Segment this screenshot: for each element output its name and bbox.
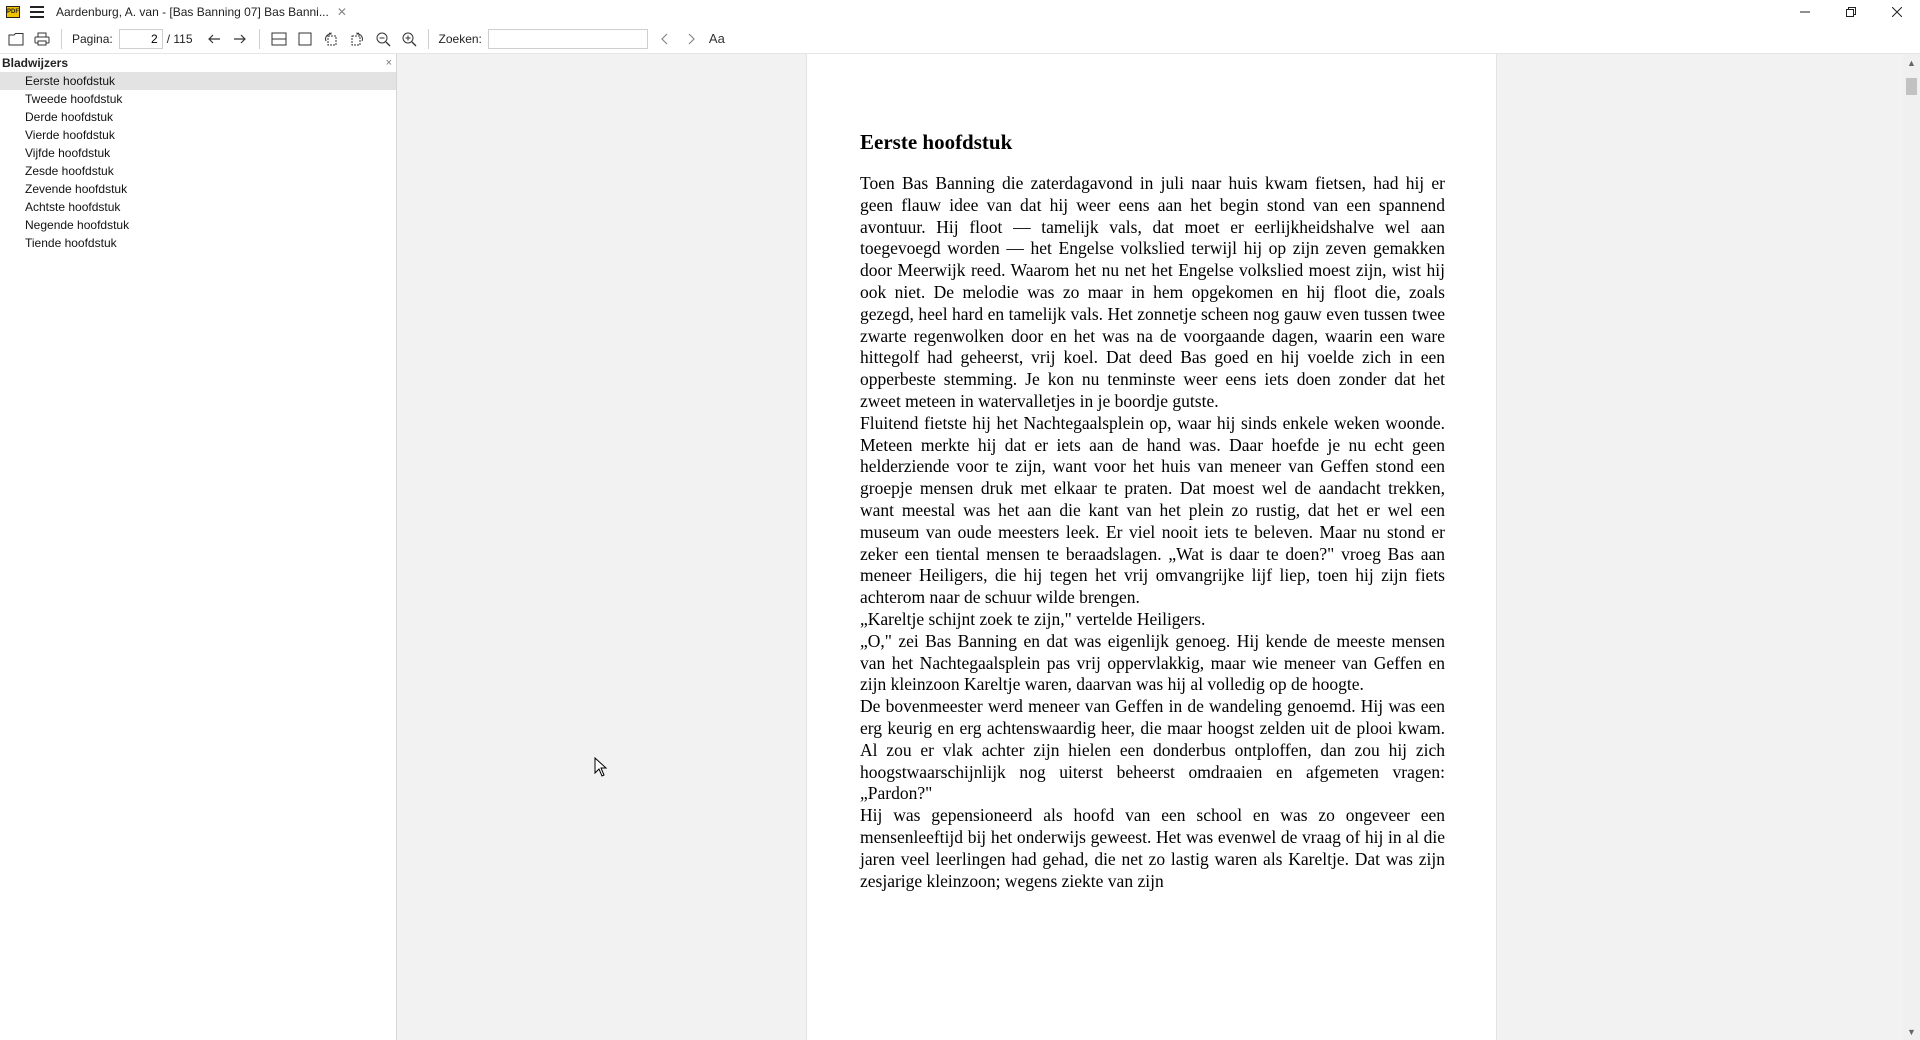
vertical-scrollbar[interactable] <box>1903 54 1920 1040</box>
chapter-title: Eerste hoofdstuk <box>860 130 1013 154</box>
close-icon <box>1892 7 1902 17</box>
title-bar <box>0 0 1920 24</box>
paragraph: „Kareltje schijnt zoek te zijn," vertelde Heiligers. <box>860 608 1206 629</box>
font-settings-button[interactable]: Aa <box>708 31 725 46</box>
paragraph: Fluitend fietste hij het Nachtegaalsplein op, waar hij sinds enkele weken woonde. Meteen merkte hij dat er iets aan de hand was. Daar hoefde je nu echt geen helderziende voor te zijn, want voor het huis van meneer van Geffen stond een groepje mensen druk met elkaar te praten. Dat moest wel de aandacht trekken, want meestal was het aan die kant van het plein zo rustig, dat het er wel een museum van oude meesters leek. Er viel nooit iets te beleven. Maar nu stond er zeker een tiental mensen te beraadslagen. „Wat is daar te doen?" vroeg Bas aan meneer Heiligers, die hij tegen het vrij omvangrijke lijf liep, toen hij zijn fiets achterom naar de schuur wilde brengen. <box>860 412 1445 608</box>
toolbar-separator <box>259 29 260 49</box>
scroll-down-icon[interactable]: ▼ <box>1907 1026 1916 1037</box>
document-tab-title[interactable]: Aardenburg, A. van - [Bas Banning 07] Bas Banni... <box>56 5 329 19</box>
previous-page-button[interactable] <box>201 27 227 51</box>
fit-width-icon <box>271 32 287 46</box>
bookmark-item[interactable]: Derde hoofdstuk <box>25 110 114 124</box>
rotate-right-icon <box>349 32 365 46</box>
minimize-button[interactable] <box>1782 0 1828 24</box>
bookmarks-header <box>0 54 396 72</box>
zoom-out-icon <box>375 31 391 47</box>
bookmark-item[interactable]: Tweede hoofdstuk <box>25 92 123 106</box>
bookmark-item[interactable]: Tiende hoofdstuk <box>25 236 117 250</box>
bookmarks-title: Bladwijzers <box>2 56 69 70</box>
document-viewport[interactable] <box>397 54 1903 1040</box>
restore-icon <box>1846 7 1856 17</box>
search-label: Zoeken: <box>438 31 482 46</box>
document-page <box>806 54 1497 1040</box>
paragraph: Toen Bas Banning die zaterdagavond in juli naar huis kwam fietsen, had hij er geen flauw idee van dat hij weer eens aan het begin stond van een spannend avontuur. Hij floot — tamelijk vals, dat moet er eerlijkheidshalve wel aan toegevoegd worden — het Engelse volkslied terwijl hij op zijn zeven gemakken door Meerwijk reed. Waarom het nu net het Engelse volkslied moest zijn, wist hij ook niet. De melodie was zo maar in hem opgekomen en hij floot die, zoals gezegd, heel hard en tamelijk vals. Het zonnetje scheen nog gauw even tussen twee zwarte regenwolken door en het was na de voorgaande dagen, waarin een ware hittegolf had geheerst, vrij koel. Dat deed Bas goed en hij voelde zich in een opperbeste stemming. Je kon nu tenminste weer eens iets doen zonder dat het zweet meteen in watervalletjes in je boordje gutste. <box>860 173 1445 411</box>
fit-width-button[interactable] <box>266 27 292 51</box>
bookmark-item[interactable]: Vierde hoofdstuk <box>25 128 115 142</box>
scrollbar-thumb[interactable] <box>1906 78 1917 95</box>
rotate-left-icon <box>323 32 339 46</box>
app-logo-icon: PDF <box>6 6 20 18</box>
close-window-button[interactable] <box>1874 0 1920 24</box>
bookmarks-panel <box>0 54 397 1040</box>
open-file-button[interactable] <box>3 27 29 51</box>
tab-close-icon[interactable]: ✕ <box>336 5 347 19</box>
rotate-right-button[interactable] <box>344 27 370 51</box>
search-previous-button[interactable] <box>652 27 678 51</box>
restore-button[interactable] <box>1828 0 1874 24</box>
bookmark-item[interactable]: Achtste hoofdstuk <box>25 200 121 214</box>
next-page-button[interactable] <box>227 27 253 51</box>
bookmark-item[interactable]: Zesde hoofdstuk <box>25 164 114 178</box>
bookmark-item[interactable]: Vijfde hoofdstuk <box>25 146 111 160</box>
hamburger-menu-icon[interactable] <box>30 6 44 18</box>
zoom-in-button[interactable] <box>396 27 422 51</box>
paragraph: Hij was gepensioneerd als hoofd van een school en was zo ongeveer een mensenleeftijd bij het onderwijs geweest. Het was evenwel de vraag of hij in al die jaren veel leerlingen had gehad, die net zo lastig waren als Kareltje. Dat was zijn zesjarige kleinzoon; wegens ziekte van zijn <box>860 805 1445 891</box>
page-label: Pagina: <box>72 31 113 46</box>
printer-icon <box>34 32 50 46</box>
toolbar-separator <box>61 29 62 49</box>
search-input[interactable] <box>488 29 648 49</box>
mouse-cursor-icon <box>594 757 608 777</box>
search-next-button[interactable] <box>678 27 704 51</box>
toolbar <box>0 24 1920 54</box>
chevron-left-icon <box>660 33 670 45</box>
bookmark-item[interactable]: Eerste hoofdstuk <box>0 72 396 90</box>
bookmark-item[interactable]: Negende hoofdstuk <box>25 218 130 232</box>
scroll-up-icon[interactable]: ▲ <box>1907 57 1916 68</box>
print-button[interactable] <box>29 27 55 51</box>
folder-icon <box>8 32 24 46</box>
toolbar-separator <box>428 29 429 49</box>
bookmark-item[interactable]: Zevende hoofdstuk <box>25 182 128 196</box>
zoom-out-button[interactable] <box>370 27 396 51</box>
rotate-left-button[interactable] <box>318 27 344 51</box>
page-total: / 115 <box>166 31 193 46</box>
arrow-right-icon <box>233 33 247 45</box>
bookmarks-close-icon[interactable]: × <box>385 57 392 69</box>
paragraph: „O," zei Bas Banning en dat was eigenlijk genoeg. Hij kende de meeste mensen van het Nachtegaalsplein pas vrij oppervlakkig, maar wie meneer van Geffen en zijn kleinzoon Kareltje waren, daarvan was hij al volledig op de hoogte. <box>860 630 1445 695</box>
chevron-right-icon <box>686 33 696 45</box>
page-number-input[interactable] <box>119 29 163 49</box>
fit-page-button[interactable] <box>292 27 318 51</box>
page-content <box>860 130 1445 892</box>
paragraph: De bovenmeester werd meneer van Geffen in de wandeling genoemd. Hij was een erg keurig en erg achtenswaardig heer, die maar hoogst zelden uit de plooi kwam. Al zou er vlak achter zijn hielen een donderbus ontploffen, dan zou hij zich hoogstwaarschijnlijk nog uiterst beheerst omdraaien en afgemeten vragen: „Pardon?" <box>860 696 1445 804</box>
arrow-left-icon <box>207 33 221 45</box>
minimize-icon <box>1800 7 1810 17</box>
fit-page-icon <box>297 32 313 46</box>
zoom-in-icon <box>401 31 417 47</box>
bookmark-list <box>0 72 396 252</box>
